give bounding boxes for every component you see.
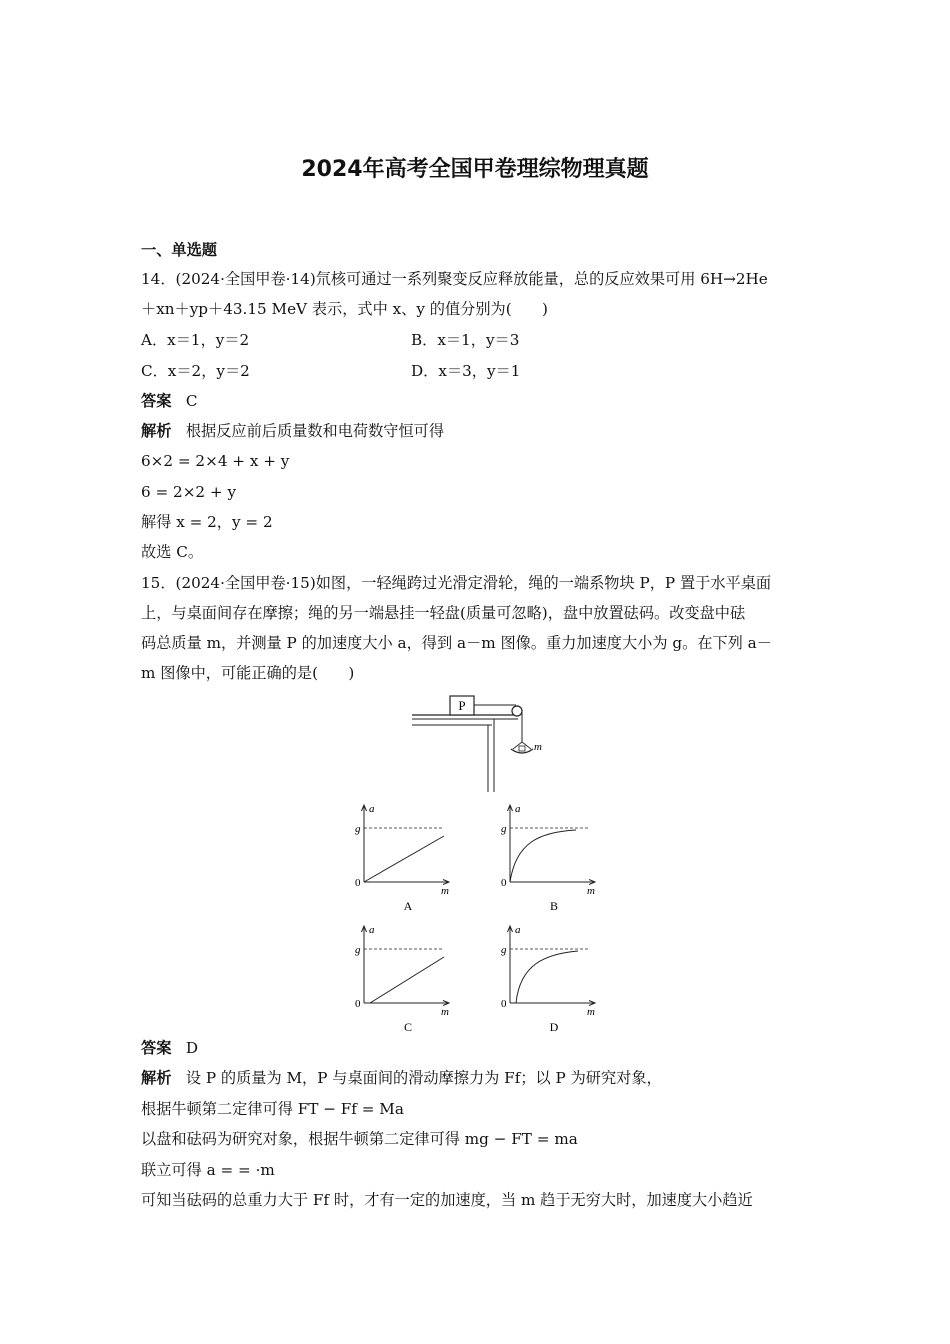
q14-analysis-label: 解析: [141, 422, 172, 440]
q14-option-c: C．x＝2，y＝2: [141, 362, 250, 380]
q15-analysis-line-3: 以盘和砝码为研究对象，根据牛顿第二定律可得 mg − FT = ma: [141, 1130, 578, 1148]
block-p-label: P: [458, 698, 466, 713]
q14-analysis-line-1: 根据反应前后质量数和电荷数守恒可得: [185, 422, 445, 440]
q15-answer-label: 答案: [141, 1039, 172, 1057]
graph-a-x-label: m: [441, 885, 449, 897]
pulley-apparatus-figure: [410, 694, 550, 794]
q15-analysis-line-5: 可知当砝码的总重力大于 Ff 时，才有一定的加速度，当 m 趋于无穷大时，加速度大小趋近: [141, 1191, 753, 1209]
graph-b-caption: B: [549, 899, 559, 913]
q15-answer: [141, 1038, 198, 1058]
graph-d-origin-label: 0: [501, 998, 507, 1010]
graph-a-y-label: a: [369, 803, 375, 815]
q14-analysis-line-3: 6 = 2×2 + y: [141, 483, 237, 501]
graph-b-y-label: a: [515, 803, 521, 815]
graph-b-origin-label: 0: [501, 877, 507, 889]
pulley: [512, 706, 522, 716]
q14-analysis-line-4: 解得 x = 2，y = 2: [141, 513, 273, 531]
q15-analysis-label: 解析: [141, 1069, 172, 1087]
graph-d-g-label: g: [501, 944, 507, 956]
graph-d-x-label: m: [587, 1006, 595, 1018]
q15-analysis-line-4: 联立可得 a = = ·m: [141, 1161, 275, 1179]
graph-b-x-label: m: [587, 885, 595, 897]
q15-analysis-line-2: 根据牛顿第二定律可得 FT − Ff = Ma: [141, 1100, 404, 1118]
q15-stem-line-4: m 图像中，可能正确的是( ): [141, 664, 355, 682]
q15-stem-line-3: 码总质量 m，并测量 P 的加速度大小 a，得到 a－m 图像。重力加速度大小为 g。在下列 a－: [141, 634, 772, 652]
graph-c-y-label: a: [369, 924, 375, 936]
graph-a-curve: [364, 836, 444, 882]
weight: [519, 746, 525, 751]
q14-option-a: A．x＝1，y＝2: [141, 331, 250, 349]
q14-analysis-line-5: 故选 C。: [141, 543, 204, 561]
graph-d-y-label: a: [515, 924, 521, 936]
graph-d: [494, 923, 604, 1039]
graph-a-caption: A: [403, 899, 413, 913]
graph-c-origin-label: 0: [355, 998, 361, 1010]
graph-a-g-label: g: [355, 823, 361, 835]
q14-option-b: B．x＝1，y＝3: [411, 331, 520, 349]
graph-c-x-label: m: [441, 1006, 449, 1018]
graph-b: [494, 802, 604, 918]
section-heading: 一、单选题: [141, 241, 217, 259]
page-title: 2024年高考全国甲卷理综物理真题: [301, 157, 649, 182]
graph-d-caption: D: [549, 1020, 559, 1034]
graph-c-curve: [370, 957, 444, 1003]
q14-stem-line-1: 14．(2024·全国甲卷·14)氘核可通过一系列聚变反应释放能量，总的反应效果可用 6H→2He: [141, 270, 768, 288]
q15-stem-line-1: 15．(2024·全国甲卷·15)如图，一轻绳跨过光滑定滑轮，绳的一端系物块 P，P 置于水平桌面: [141, 574, 772, 592]
q14-option-d: D．x＝3，y＝1: [411, 362, 521, 380]
q14-analysis-line-2: 6×2 = 2×4 + x + y: [141, 452, 290, 470]
graph-b-g-label: g: [501, 823, 507, 835]
q15-analysis: [141, 1068, 662, 1088]
q14-answer: [141, 391, 197, 411]
graph-c-caption: C: [403, 1020, 413, 1034]
q15-analysis-line-1: 设 P 的质量为 M，P 与桌面间的滑动摩擦力为 Ff；以 P 为研究对象，: [185, 1069, 662, 1087]
q14-answer-value: C: [185, 392, 198, 410]
graph-c-g-label: g: [355, 944, 361, 956]
graph-c: [348, 923, 458, 1039]
mass-label: m: [534, 741, 542, 753]
q15-answer-value: D: [185, 1039, 199, 1057]
graph-d-curve: [516, 951, 578, 1003]
q15-stem-line-2: 上，与桌面间存在摩擦；绳的另一端悬挂一轻盘(质量可忽略)，盘中放置砝码。改变盘中砝: [141, 604, 746, 622]
q14-analysis: [141, 421, 444, 441]
graph-b-curve: [510, 830, 576, 882]
q14-answer-label: 答案: [141, 392, 172, 410]
q14-stem-line-2: ＋xn＋yp＋43.15 MeV 表示，式中 x、y 的值分别为( ): [141, 300, 548, 318]
graph-a: [348, 802, 458, 918]
graph-a-origin-label: 0: [355, 877, 361, 889]
